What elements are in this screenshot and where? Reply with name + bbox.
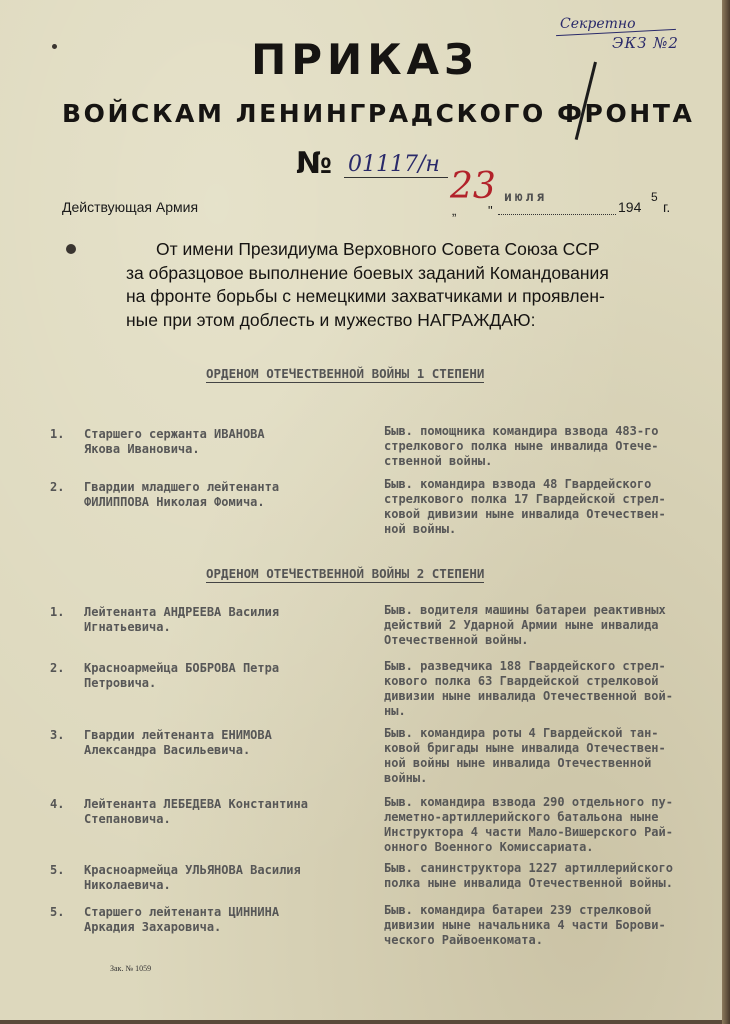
preamble-line: на фронте борьбы с немецкими захватчиками и проявлен-	[126, 286, 605, 306]
page-edge	[722, 0, 730, 1024]
preamble-line: ные при этом доблесть и мужество НАГРАЖДАЮ:	[126, 309, 536, 330]
entry-description: Быв. командира взвода 290 отдельного пу- леметно-артиллерийского батальона ныне Инструктора 4 части Мало-Вишерского Рай- онного Военного Комиссариата.	[384, 795, 673, 854]
preamble-line: От имени Президиума Верховного Совета Союза ССР	[156, 239, 600, 259]
entry-number: 5.	[50, 863, 65, 877]
entry-number: 5.	[50, 905, 65, 919]
date-day: 23	[450, 166, 496, 207]
date-month: июля	[504, 190, 548, 205]
secrecy-stamp-line1: Секретно	[560, 16, 636, 32]
entry-description: Быв. санинструктора 1227 артиллерийского полка ныне инвалида Отечественной войны.	[384, 861, 673, 890]
entry-description: Быв. водителя машины батареи реактивных действий 2 Ударной Армии ныне инвалида Отечественной войны.	[384, 603, 666, 647]
date-year: 194	[618, 199, 642, 215]
date-g: г.	[663, 199, 671, 215]
entry-name: Лейтенанта ЛЕБЕДЕВА Константина Степановича.	[84, 797, 308, 826]
entry-name: Гвардии младшего лейтенанта ФИЛИППОВА Николая Фомича.	[84, 480, 280, 509]
section-heading-order-1st-degree: ОРДЕНОМ ОТЕЧЕСТВЕННОЙ ВОЙНЫ 1 СТЕПЕНИ	[206, 366, 485, 381]
order-number-label: №	[296, 146, 333, 181]
entry-number: 1.	[50, 427, 65, 441]
entry-name: Старшего сержанта ИВАНОВА Якова Ивановича.	[84, 427, 265, 456]
preamble	[126, 238, 686, 332]
date-year-suffix: 5	[651, 190, 658, 204]
entry-name: Красноармейца БОБРОВА Петра Петровича.	[84, 661, 280, 690]
entry-description: Быв. помощника командира взвода 483-го стрелкового полка ныне инвалида Отече- ственной войны.	[384, 424, 659, 468]
army-label: Действующая Армия	[62, 199, 199, 215]
secrecy-stamp-line2: ЭКЗ №2	[612, 34, 679, 52]
entry-name: Старшего лейтенанта ЦИННИНА Аркадия Захаровича.	[84, 905, 280, 934]
preamble-line: за образцовое выполнение боевых заданий Командования	[126, 262, 609, 283]
entry-description: Быв. командира роты 4 Гвардейской тан- ковой бригады ныне инвалида Отечествен- ной войны ныне инвалида Отечественной войны.	[384, 726, 666, 785]
entry-number: 3.	[50, 728, 65, 742]
print-order-number: Зак. № 1059	[110, 964, 152, 973]
entry-number: 2.	[50, 661, 65, 675]
date-quote-open: „	[452, 203, 457, 218]
document-subtitle: ВОЙСКАМ ЛЕНИНГРАДСКОГО ФРОНТА	[62, 99, 695, 128]
entry-description: Быв. командира взвода 48 Гвардейского стрелкового полка 17 Гвардейской стрел- ковой дивизии ныне инвалида Отечествен- ной войны.	[384, 477, 666, 536]
ink-spot	[66, 244, 76, 254]
entry-name: Гвардии лейтенанта ЕНИМОВА Александра Васильевича.	[84, 728, 272, 757]
entry-number: 1.	[50, 605, 65, 619]
entry-number: 2.	[50, 480, 65, 494]
section-heading-order-2nd-degree: ОРДЕНОМ ОТЕЧЕСТВЕННОЙ ВОЙНЫ 2 СТЕПЕНИ	[206, 566, 485, 581]
order-number-value: 01117/н	[344, 152, 448, 178]
entry-description: Быв. разведчика 188 Гвардейского стрел- кового полка 63 Гвардейской стрелковой дивизии ныне инвалида Отечественной вой- ны.	[384, 659, 673, 718]
entry-description: Быв. командира батареи 239 стрелковой дивизии ныне начальника 4 части Борови- ческого Райвоенкомата.	[384, 903, 666, 947]
entry-name: Лейтенанта АНДРЕЕВА Василия Игнатьевича.	[84, 605, 280, 634]
date-underline	[498, 214, 616, 215]
document-title: ПРИКАЗ	[251, 35, 479, 84]
date-quote-close: "	[488, 203, 493, 218]
ink-spot	[52, 44, 57, 49]
entry-number: 4.	[50, 797, 65, 811]
entry-name: Красноармейца УЛЬЯНОВА Василия Николаевича.	[84, 863, 301, 892]
